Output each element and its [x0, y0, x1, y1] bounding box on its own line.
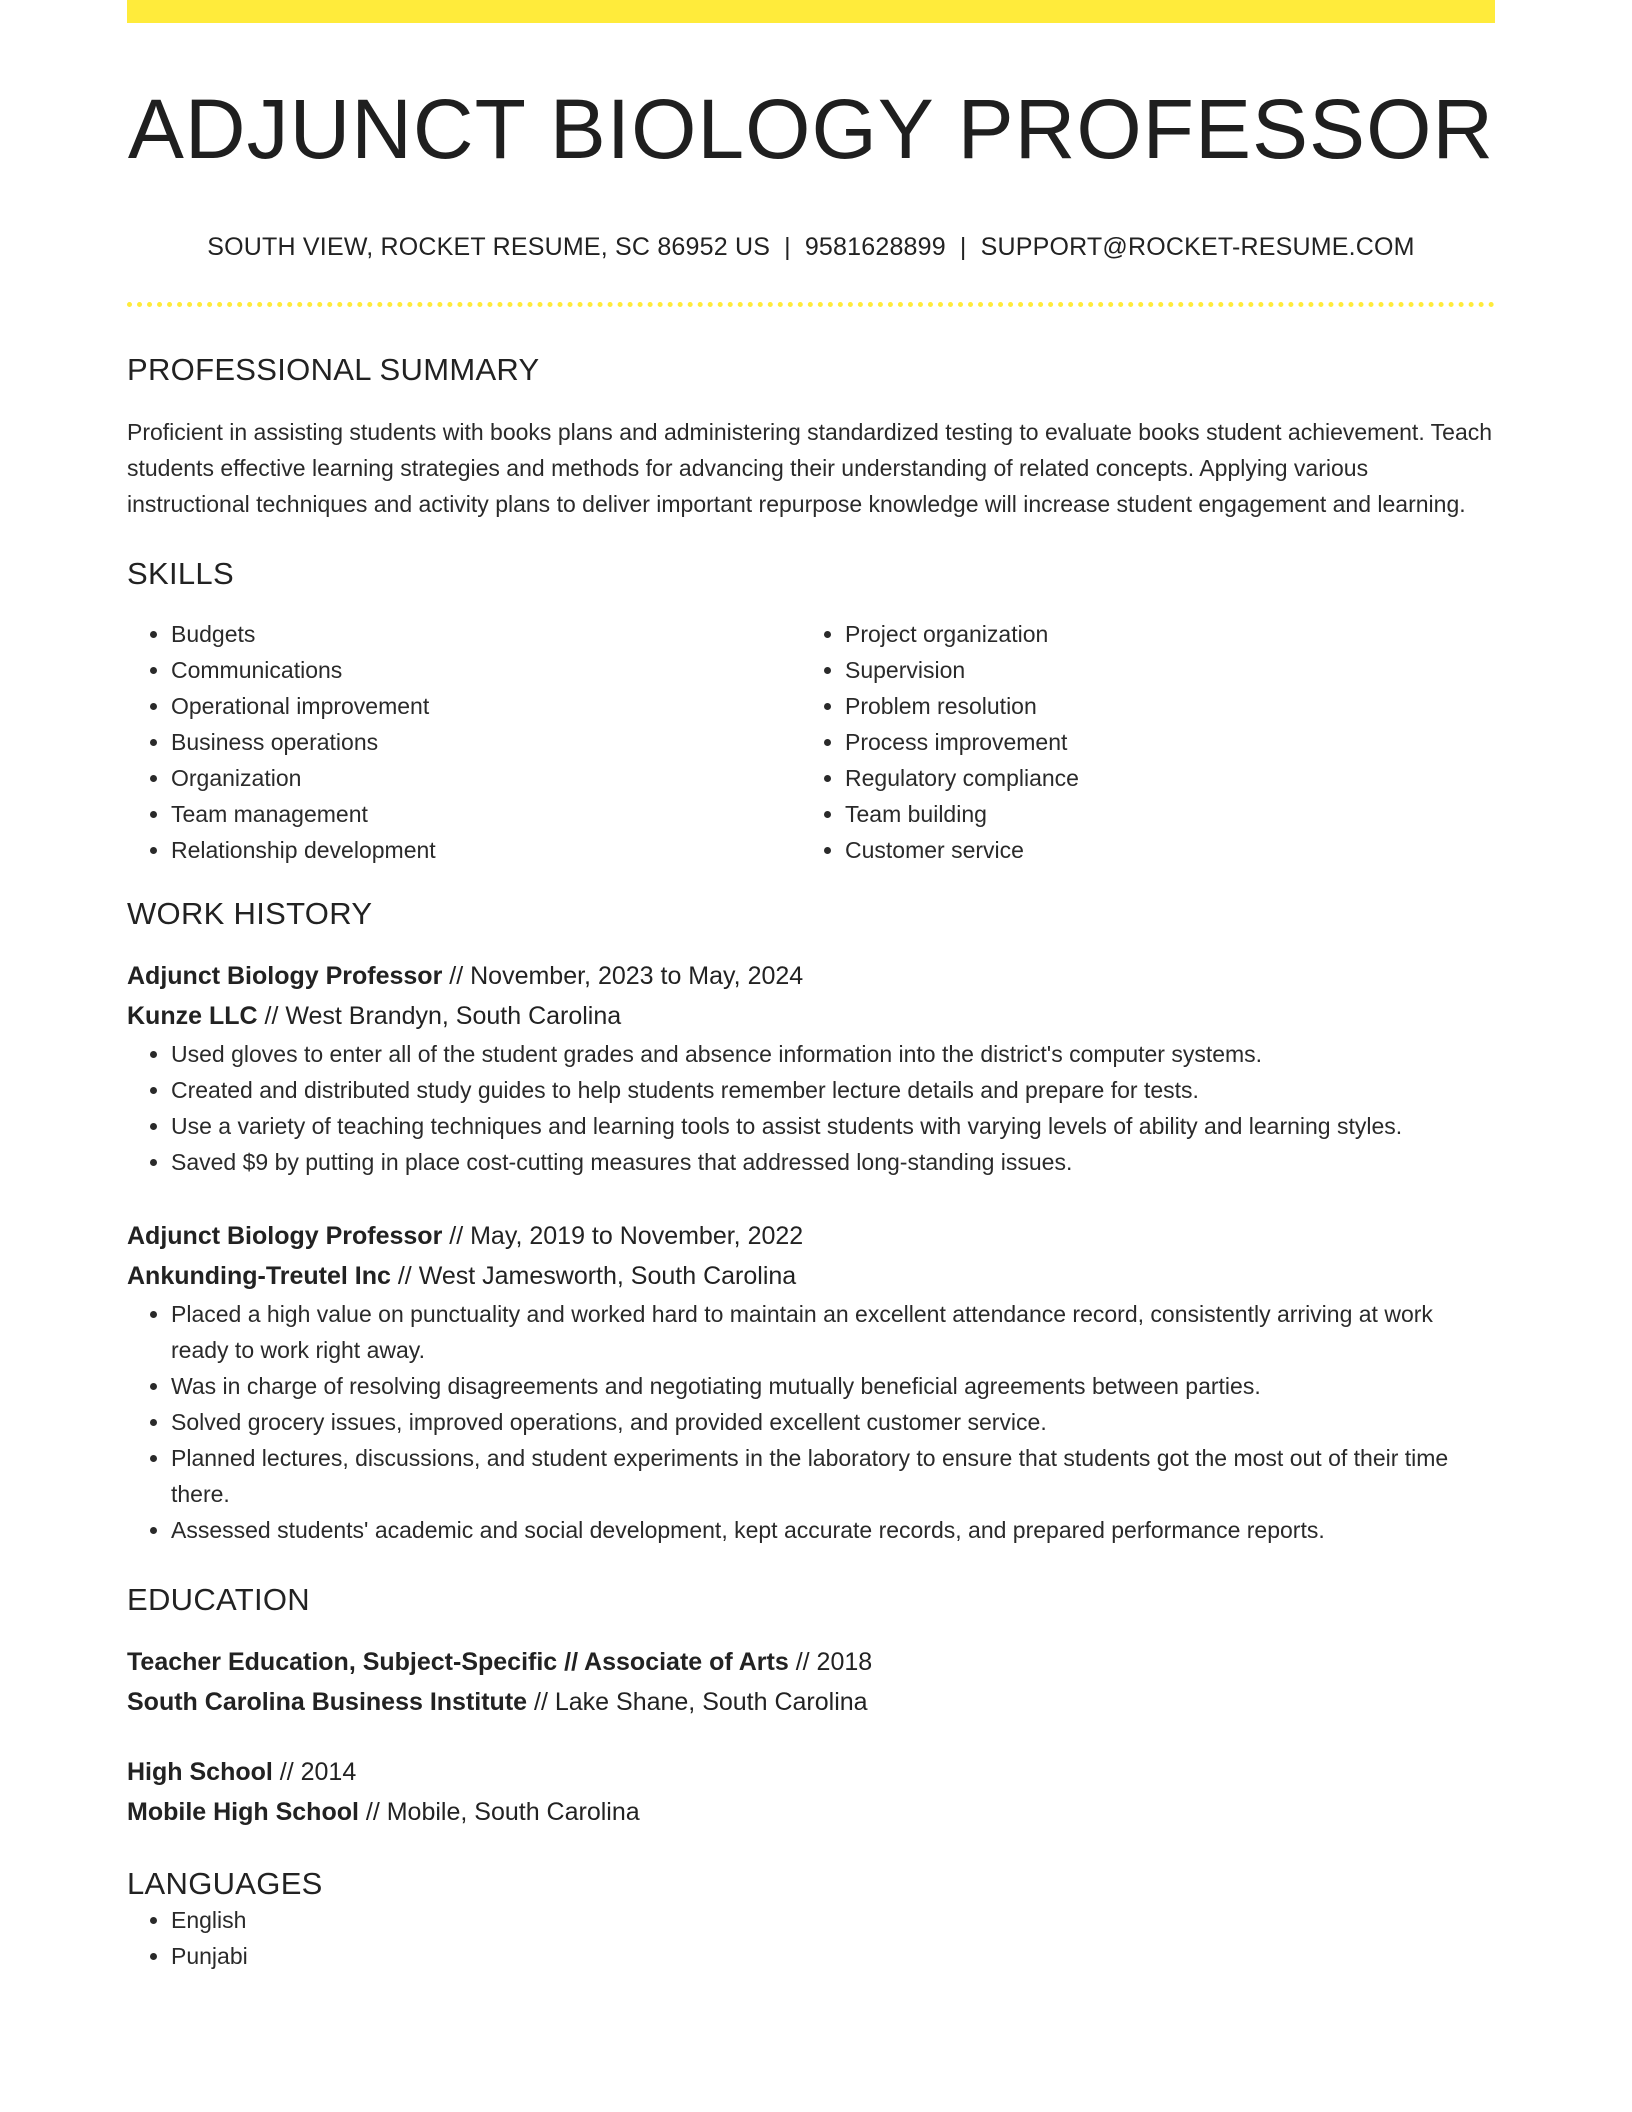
- job-role-line: [127, 1216, 1495, 1256]
- job-company: Kunze LLC: [127, 1002, 258, 1031]
- education-school: South Carolina Business Institute: [127, 1688, 528, 1717]
- education-entry: [127, 1642, 1495, 1722]
- field-divider: //: [788, 1648, 817, 1677]
- field-divider: //: [272, 1758, 301, 1787]
- job-duty: • Use a variety of teaching techniques and learning tools to assist students with varying levels of ability and learning styles.: [171, 1108, 1495, 1144]
- job-entry: [127, 1216, 1495, 1548]
- job-company: Ankunding-Treutel Inc: [127, 1262, 391, 1291]
- contact-email: SUPPORT@ROCKET-RESUME.COM: [980, 233, 1415, 262]
- education-location: Lake Shane, South Carolina: [554, 1688, 868, 1717]
- languages-list: [127, 1902, 1495, 1974]
- skill-item: • Organization: [171, 760, 801, 796]
- language-item: • English: [171, 1902, 1495, 1938]
- job-dates: November, 2023 to May, 2024: [470, 962, 804, 991]
- section-title-skills: SKILLS: [127, 556, 234, 592]
- dotted-divider: [127, 302, 1495, 307]
- job-role: Adjunct Biology Professor: [127, 962, 443, 991]
- job-duty: • Placed a high value on punctuality and worked hard to maintain an excellent attendance record, consistently arriving at work ready to work right away.: [171, 1296, 1495, 1368]
- job-role: Adjunct Biology Professor: [127, 1222, 443, 1251]
- summary-text: Proficient in assisting students with books plans and administering standardized testing to evaluate books student achievement. Teach students effective learning strategies and methods for advancing their understanding of related concepts. Applying various instructional techniques and activity plans to deliver important repurpose knowledge will increase student engagement and learning.: [127, 419, 1493, 518]
- job-duty: • Used gloves to enter all of the student grades and absence information into the district's computer systems.: [171, 1036, 1495, 1072]
- education-school-line: [127, 1792, 1495, 1832]
- top-accent-bar: [127, 0, 1495, 23]
- section-title-languages: LANGUAGES: [127, 1866, 323, 1902]
- job-duty: • Created and distributed study guides to help students remember lecture details and prepare for tests.: [171, 1072, 1495, 1108]
- education-entry: [127, 1752, 1495, 1832]
- education-year: 2018: [816, 1648, 873, 1677]
- field-divider: //: [390, 1262, 419, 1291]
- job-company-line: [127, 996, 1495, 1036]
- skill-item: • Relationship development: [171, 832, 801, 868]
- skill-item: • Operational improvement: [171, 688, 801, 724]
- language-item: • Punjabi: [171, 1938, 1495, 1974]
- section-title-work-history: WORK HISTORY: [127, 896, 373, 932]
- contact-separator: |: [784, 233, 791, 262]
- education-degree: Teacher Education, Subject-Specific // Associate of Arts: [127, 1648, 789, 1677]
- education-degree-line: [127, 1642, 1495, 1682]
- job-location: West Brandyn, South Carolina: [285, 1002, 622, 1031]
- field-divider: //: [527, 1688, 555, 1717]
- job-duty: • Saved $9 by putting in place cost-cutting measures that addressed long-standing issues.: [171, 1144, 1495, 1180]
- resume-page: [127, 0, 1495, 1974]
- section-title-education: EDUCATION: [127, 1582, 310, 1618]
- education-degree-line: [127, 1752, 1495, 1792]
- field-divider: //: [442, 1222, 471, 1251]
- skill-item: • Supervision: [845, 652, 1475, 688]
- skill-item: • Process improvement: [845, 724, 1475, 760]
- skill-item: • Team management: [171, 796, 801, 832]
- contact-separator: |: [959, 233, 967, 262]
- contact-line: [127, 233, 1495, 262]
- job-duties-list: [127, 1296, 1495, 1548]
- section-title-summary: PROFESSIONAL SUMMARY: [127, 352, 540, 388]
- skills-list-left: [127, 616, 801, 868]
- job-dates: May, 2019 to November, 2022: [470, 1222, 804, 1251]
- resume-title: ADJUNCT BIOLOGY PROFESSOR: [127, 82, 1495, 176]
- education-degree: High School: [127, 1758, 273, 1787]
- skill-item: • Problem resolution: [845, 688, 1475, 724]
- field-divider: //: [358, 1798, 387, 1827]
- job-location: West Jamesworth, South Carolina: [418, 1262, 797, 1291]
- job-duty: • Assessed students' academic and social development, kept accurate records, and prepared performance reports.: [171, 1512, 1495, 1548]
- field-divider: //: [442, 962, 471, 991]
- job-entry: [127, 956, 1495, 1180]
- skill-item: • Team building: [845, 796, 1475, 832]
- skill-item: • Project organization: [845, 616, 1475, 652]
- education-location: Mobile, South Carolina: [386, 1798, 640, 1827]
- job-duty: • Solved grocery issues, improved operations, and provided excellent customer service.: [171, 1404, 1495, 1440]
- skill-item: • Communications: [171, 652, 801, 688]
- job-duties-list: [127, 1036, 1495, 1180]
- job-duty: • Planned lectures, discussions, and student experiments in the laboratory to ensure that students got the most out of their time there.: [171, 1440, 1495, 1512]
- job-role-line: [127, 956, 1495, 996]
- skill-item: • Customer service: [845, 832, 1475, 868]
- job-duty: • Was in charge of resolving disagreements and negotiating mutually beneficial agreements between parties.: [171, 1368, 1495, 1404]
- field-divider: //: [257, 1002, 286, 1031]
- skills-columns: [127, 616, 1495, 868]
- skills-list-right: [801, 616, 1475, 868]
- skill-item: • Regulatory compliance: [845, 760, 1475, 796]
- skill-item: • Budgets: [171, 616, 801, 652]
- education-year: 2014: [300, 1758, 357, 1787]
- contact-phone: 9581628899: [804, 233, 946, 262]
- education-school: Mobile High School: [127, 1798, 359, 1827]
- skill-item: • Business operations: [171, 724, 801, 760]
- contact-address: SOUTH VIEW, ROCKET RESUME, SC 86952 US: [207, 233, 771, 262]
- education-school-line: [127, 1682, 1495, 1722]
- job-company-line: [127, 1256, 1495, 1296]
